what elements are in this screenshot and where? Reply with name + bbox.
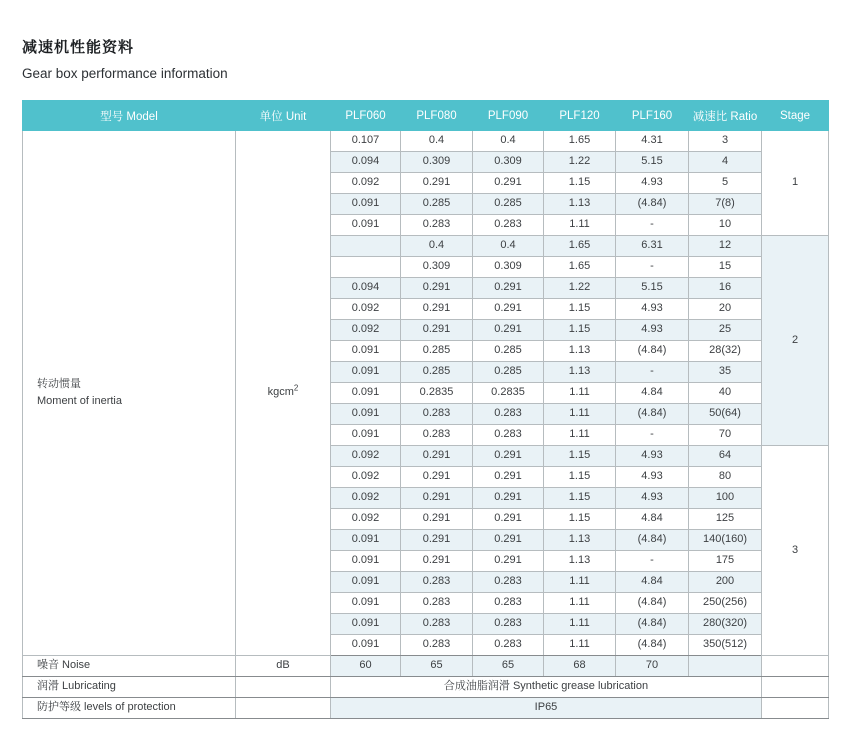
- stage-cell: 1: [762, 131, 829, 236]
- inertia-value-cell: 4.93: [616, 446, 689, 467]
- inertia-value-cell: 0.291: [473, 320, 544, 341]
- inertia-value-cell: 0.4: [401, 236, 473, 257]
- ratio-cell: 80: [689, 467, 762, 488]
- page-title-en: Gear box performance information: [22, 66, 228, 81]
- table-row: [23, 131, 829, 152]
- inertia-value-cell: 0.091: [331, 404, 401, 425]
- inertia-value-cell: 1.15: [544, 509, 616, 530]
- inertia-value-cell: 0.283: [401, 425, 473, 446]
- inertia-value-cell: 0.291: [401, 551, 473, 572]
- protection-value-cell: IP65: [331, 698, 762, 719]
- inertia-value-cell: 0.091: [331, 530, 401, 551]
- inertia-value-cell: 0.091: [331, 572, 401, 593]
- inertia-value-cell: 0.4: [401, 131, 473, 152]
- inertia-unit: kgcm$^2$: [236, 131, 331, 656]
- inertia-value-cell: -: [616, 215, 689, 236]
- inertia-value-cell: 1.13: [544, 530, 616, 551]
- ratio-cell: 250(256): [689, 593, 762, 614]
- inertia-value-cell: 1.11: [544, 215, 616, 236]
- inertia-value-cell: 1.11: [544, 572, 616, 593]
- header-row: [23, 101, 829, 131]
- inertia-value-cell: 0.107: [331, 131, 401, 152]
- page-title-cn: 减速机性能资料: [22, 39, 135, 56]
- lubricating-label: 润滑 Lubricating: [23, 677, 236, 698]
- performance-table: [22, 100, 829, 719]
- column-header-plf090: PLF090: [473, 101, 544, 131]
- inertia-value-cell: 1.15: [544, 446, 616, 467]
- noise-stage-empty-cell: [762, 656, 829, 677]
- inertia-value-cell: 0.291: [401, 467, 473, 488]
- inertia-value-cell: 1.65: [544, 257, 616, 278]
- inertia-value-cell: 1.15: [544, 299, 616, 320]
- column-header-plf060: PLF060: [331, 101, 401, 131]
- inertia-value-cell: 0.285: [473, 341, 544, 362]
- noise-label: 噪音 Noise: [23, 656, 236, 677]
- inertia-value-cell: 0.291: [401, 509, 473, 530]
- inertia-value-cell: 0.285: [401, 362, 473, 383]
- column-header-plf080: PLF080: [401, 101, 473, 131]
- ratio-cell: 5: [689, 173, 762, 194]
- inertia-value-cell: 4.84: [616, 572, 689, 593]
- inertia-value-cell: 0.092: [331, 173, 401, 194]
- inertia-value-cell: 4.93: [616, 173, 689, 194]
- inertia-value-cell: 0.4: [473, 131, 544, 152]
- inertia-value-cell: 0.091: [331, 635, 401, 656]
- inertia-value-cell: [331, 257, 401, 278]
- inertia-value-cell: 0.291: [473, 551, 544, 572]
- column-header-stage: Stage: [762, 101, 829, 131]
- ratio-cell: 40: [689, 383, 762, 404]
- inertia-value-cell: 1.11: [544, 614, 616, 635]
- ratio-cell: 125: [689, 509, 762, 530]
- inertia-value-cell: 0.283: [473, 614, 544, 635]
- noise-value-cell: 65: [473, 656, 544, 677]
- noise-value-cell: 65: [401, 656, 473, 677]
- inertia-value-cell: -: [616, 362, 689, 383]
- inertia-value-cell: 1.15: [544, 173, 616, 194]
- inertia-value-cell: 0.092: [331, 488, 401, 509]
- inertia-value-cell: 0.291: [401, 488, 473, 509]
- inertia-value-cell: 0.283: [473, 572, 544, 593]
- inertia-value-cell: 0.091: [331, 341, 401, 362]
- ratio-cell: 12: [689, 236, 762, 257]
- ratio-cell: 3: [689, 131, 762, 152]
- inertia-value-cell: 0.2835: [473, 383, 544, 404]
- inertia-value-cell: 4.84: [616, 509, 689, 530]
- inertia-value-cell: 0.4: [473, 236, 544, 257]
- inertia-value-cell: 1.11: [544, 383, 616, 404]
- ratio-cell: 25: [689, 320, 762, 341]
- lubricating-value-cell: 合成油脂润滑 Synthetic grease lubrication: [331, 677, 762, 698]
- inertia-value-cell: 0.283: [401, 572, 473, 593]
- inertia-value-cell: 0.091: [331, 593, 401, 614]
- inertia-value-cell: (4.84): [616, 614, 689, 635]
- inertia-value-cell: 1.13: [544, 362, 616, 383]
- inertia-value-cell: 0.094: [331, 152, 401, 173]
- inertia-value-cell: -: [616, 425, 689, 446]
- inertia-value-cell: (4.84): [616, 404, 689, 425]
- inertia-value-cell: [331, 236, 401, 257]
- inertia-value-cell: (4.84): [616, 341, 689, 362]
- ratio-cell: 4: [689, 152, 762, 173]
- ratio-cell: 200: [689, 572, 762, 593]
- inertia-value-cell: 1.15: [544, 467, 616, 488]
- inertia-value-cell: 0.291: [473, 467, 544, 488]
- inertia-value-cell: 0.283: [401, 635, 473, 656]
- inertia-value-cell: 0.092: [331, 446, 401, 467]
- inertia-value-cell: 4.84: [616, 383, 689, 404]
- lubricating-row: [23, 677, 829, 698]
- inertia-value-cell: -: [616, 257, 689, 278]
- inertia-value-cell: 0.285: [401, 341, 473, 362]
- lubricating-stage-empty-cell: [762, 677, 829, 698]
- inertia-value-cell: 1.22: [544, 278, 616, 299]
- inertia-value-cell: 1.11: [544, 425, 616, 446]
- inertia-value-cell: (4.84): [616, 593, 689, 614]
- inertia-value-cell: 5.15: [616, 278, 689, 299]
- protection-label: 防护等级 levels of protection: [23, 698, 236, 719]
- noise-value-cell: 60: [331, 656, 401, 677]
- ratio-cell: 20: [689, 299, 762, 320]
- inertia-value-cell: 0.091: [331, 194, 401, 215]
- protection-row: [23, 698, 829, 719]
- inertia-value-cell: 0.2835: [401, 383, 473, 404]
- inertia-value-cell: 1.11: [544, 593, 616, 614]
- inertia-value-cell: 0.091: [331, 614, 401, 635]
- ratio-cell: 7(8): [689, 194, 762, 215]
- column-header-plf160: PLF160: [616, 101, 689, 131]
- inertia-value-cell: 0.092: [331, 467, 401, 488]
- inertia-value-cell: -: [616, 551, 689, 572]
- inertia-value-cell: 0.291: [473, 299, 544, 320]
- inertia-value-cell: 4.93: [616, 488, 689, 509]
- noise-value-cell: 68: [544, 656, 616, 677]
- inertia-value-cell: 0.094: [331, 278, 401, 299]
- inertia-value-cell: 0.283: [473, 404, 544, 425]
- column-header-model: 型号 Model: [23, 101, 236, 131]
- ratio-cell: 350(512): [689, 635, 762, 656]
- inertia-value-cell: 0.092: [331, 320, 401, 341]
- inertia-value-cell: 0.091: [331, 551, 401, 572]
- inertia-label: 转动惯量 Moment of inertia: [23, 131, 236, 656]
- inertia-value-cell: 0.091: [331, 425, 401, 446]
- inertia-value-cell: 1.13: [544, 341, 616, 362]
- noise-value-cell: 70: [616, 656, 689, 677]
- inertia-value-cell: 0.291: [401, 173, 473, 194]
- stage-cell: 2: [762, 236, 829, 446]
- ratio-cell: 64: [689, 446, 762, 467]
- inertia-value-cell: 0.283: [401, 614, 473, 635]
- inertia-value-cell: 0.291: [401, 530, 473, 551]
- inertia-value-cell: 0.309: [473, 257, 544, 278]
- inertia-value-cell: 4.31: [616, 131, 689, 152]
- inertia-value-cell: 0.283: [401, 215, 473, 236]
- inertia-value-cell: 6.31: [616, 236, 689, 257]
- inertia-value-cell: 0.283: [473, 425, 544, 446]
- inertia-value-cell: 0.291: [401, 320, 473, 341]
- inertia-value-cell: (4.84): [616, 635, 689, 656]
- inertia-value-cell: (4.84): [616, 194, 689, 215]
- inertia-value-cell: 5.15: [616, 152, 689, 173]
- inertia-value-cell: 0.291: [473, 509, 544, 530]
- stage-cell: 3: [762, 446, 829, 656]
- protection-unit-empty-cell: [236, 698, 331, 719]
- inertia-value-cell: 0.283: [473, 635, 544, 656]
- ratio-cell: 175: [689, 551, 762, 572]
- inertia-value-cell: 0.309: [473, 152, 544, 173]
- inertia-value-cell: 0.285: [401, 194, 473, 215]
- inertia-value-cell: 0.309: [401, 152, 473, 173]
- ratio-cell: 100: [689, 488, 762, 509]
- inertia-value-cell: 0.092: [331, 509, 401, 530]
- inertia-value-cell: 0.091: [331, 362, 401, 383]
- ratio-cell: 70: [689, 425, 762, 446]
- inertia-value-cell: 1.13: [544, 551, 616, 572]
- ratio-cell: 15: [689, 257, 762, 278]
- column-header-unit: 单位 Unit: [236, 101, 331, 131]
- ratio-cell: 16: [689, 278, 762, 299]
- inertia-value-cell: 0.091: [331, 215, 401, 236]
- ratio-cell: 35: [689, 362, 762, 383]
- inertia-value-cell: 0.091: [331, 383, 401, 404]
- inertia-value-cell: 0.291: [473, 530, 544, 551]
- inertia-value-cell: 0.285: [473, 194, 544, 215]
- inertia-value-cell: 0.283: [473, 593, 544, 614]
- noise-ratio-empty-cell: [689, 656, 762, 677]
- inertia-value-cell: 0.283: [473, 215, 544, 236]
- inertia-value-cell: 4.93: [616, 467, 689, 488]
- ratio-cell: 50(64): [689, 404, 762, 425]
- inertia-value-cell: 0.291: [473, 488, 544, 509]
- inertia-value-cell: 0.291: [473, 446, 544, 467]
- inertia-value-cell: 1.13: [544, 194, 616, 215]
- table-footer: [23, 656, 829, 719]
- inertia-value-cell: 0.283: [401, 593, 473, 614]
- ratio-cell: 28(32): [689, 341, 762, 362]
- protection-stage-empty-cell: [762, 698, 829, 719]
- inertia-value-cell: 1.22: [544, 152, 616, 173]
- inertia-value-cell: 0.283: [401, 404, 473, 425]
- inertia-value-cell: 1.11: [544, 404, 616, 425]
- inertia-value-cell: (4.84): [616, 530, 689, 551]
- lubricating-unit-empty-cell: [236, 677, 331, 698]
- inertia-value-cell: 0.291: [401, 446, 473, 467]
- inertia-value-cell: 0.092: [331, 299, 401, 320]
- table-body: [23, 131, 829, 656]
- inertia-value-cell: 1.11: [544, 635, 616, 656]
- ratio-cell: 280(320): [689, 614, 762, 635]
- inertia-value-cell: 1.15: [544, 488, 616, 509]
- inertia-value-cell: 4.93: [616, 320, 689, 341]
- inertia-value-cell: 0.309: [401, 257, 473, 278]
- ratio-cell: 140(160): [689, 530, 762, 551]
- inertia-value-cell: 0.291: [473, 173, 544, 194]
- ratio-cell: 10: [689, 215, 762, 236]
- column-header-ratio: 减速比 Ratio: [689, 101, 762, 131]
- noise-unit: dB: [236, 656, 331, 677]
- inertia-value-cell: 0.291: [473, 278, 544, 299]
- inertia-value-cell: 1.65: [544, 131, 616, 152]
- inertia-value-cell: 1.65: [544, 236, 616, 257]
- inertia-value-cell: 0.285: [473, 362, 544, 383]
- inertia-value-cell: 4.93: [616, 299, 689, 320]
- inertia-value-cell: 0.291: [401, 278, 473, 299]
- inertia-value-cell: 1.15: [544, 320, 616, 341]
- inertia-value-cell: 0.291: [401, 299, 473, 320]
- noise-row: [23, 656, 829, 677]
- column-header-plf120: PLF120: [544, 101, 616, 131]
